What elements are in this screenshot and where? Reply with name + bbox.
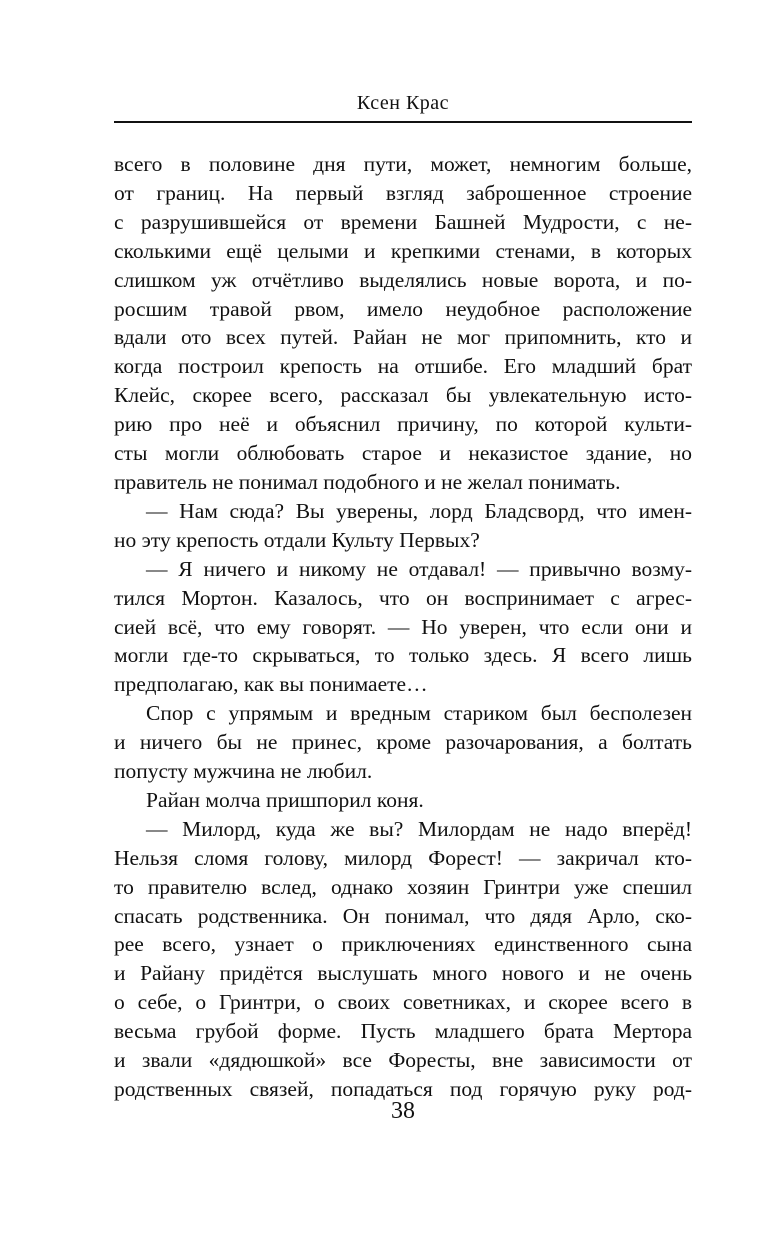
text-line: правитель не понимал подобного и не желал понимать. [114, 469, 621, 494]
text-line: росшим травой рвом, имело неудобное расположение [114, 296, 692, 321]
text-line: могли где-то скрываться, то только здесь. Я всего лишь [114, 643, 692, 668]
paragraph [114, 786, 692, 815]
text-line: — Милорд, куда же вы? Милордам не надо вперёд! [146, 816, 692, 841]
text-line: Нельзя сломя голову, милорд Форест! — закричал кто- [114, 845, 692, 870]
text-line: предполагаю, как вы понимаете… [114, 672, 428, 697]
text-line: спасать родственника. Он понимал, что дядя Арло, ско- [114, 903, 692, 928]
text-line: сией всё, что ему говорят. — Но уверен, что если они и [114, 614, 692, 639]
paragraph [114, 815, 692, 1104]
text-line: и Райану придётся выслушать много нового и не очень [114, 961, 692, 986]
header-rule [114, 121, 692, 123]
text-line: слишком уж отчётливо выделялись новые ворота, и по- [114, 267, 692, 292]
paragraph [114, 699, 692, 786]
text-line: рию про неё и объяснил причину, по которой культи- [114, 412, 692, 437]
text-line: всего в половине дня пути, может, немногим больше, [114, 152, 692, 176]
text-line: попусту мужчина не любил. [114, 759, 373, 784]
page-number: 38 [391, 1098, 415, 1124]
text-line: но эту крепость отдали Культу Первых? [114, 527, 480, 552]
paragraph [114, 150, 692, 497]
page-body [114, 150, 692, 1104]
text-line: — Я ничего и никому не отдавал! — привычно возму- [146, 556, 692, 581]
text-line: вдали ото всех путей. Райан не мог припомнить, кто и [114, 325, 692, 350]
text-line: Спор с упрямым и вредным стариком был бесполезен [146, 701, 692, 726]
text-line: от границ. На первый взгляд заброшенное строение [114, 180, 692, 205]
text-line: родственных связей, попадаться под горячую руку род- [114, 1077, 692, 1101]
text-line: сколькими ещё целыми и крепкими стенами, в которых [114, 238, 692, 263]
text-line: — Нам сюда? Вы уверены, лорд Бладсворд, что имен- [146, 498, 692, 523]
text-line: весьма грубой форме. Пусть младшего брата Мертора [114, 1019, 692, 1044]
text-line: о себе, о Гринтри, о своих советниках, и скорее всего в [114, 990, 692, 1015]
text-line: и звали «дядюшкой» все Форесты, вне зависимости от [114, 1048, 692, 1073]
text-line: тился Мортон. Казалось, что он воспринимает с агрес- [114, 585, 692, 610]
running-header-author: Ксен Крас [356, 92, 450, 114]
text-line: и ничего бы не принес, кроме разочарования, а болтать [114, 730, 692, 755]
paragraph [114, 497, 692, 555]
text-line: то правителю вслед, однако хозяин Гринтри уже спешил [114, 874, 692, 899]
text-line: Клейс, скорее всего, рассказал бы увлекательную исто- [114, 383, 692, 408]
text-line: рее всего, узнает о приключениях единственного сына [114, 932, 692, 957]
text-line: сты могли облюбовать старое и неказистое здание, но [114, 441, 692, 466]
paragraph [114, 555, 692, 700]
text-line: Райан молча пришпорил коня. [146, 787, 424, 812]
text-line: когда построил крепость на отшибе. Его младший брат [114, 354, 692, 379]
text-line: с разрушившейся от времени Башней Мудрости, с не- [114, 209, 692, 234]
